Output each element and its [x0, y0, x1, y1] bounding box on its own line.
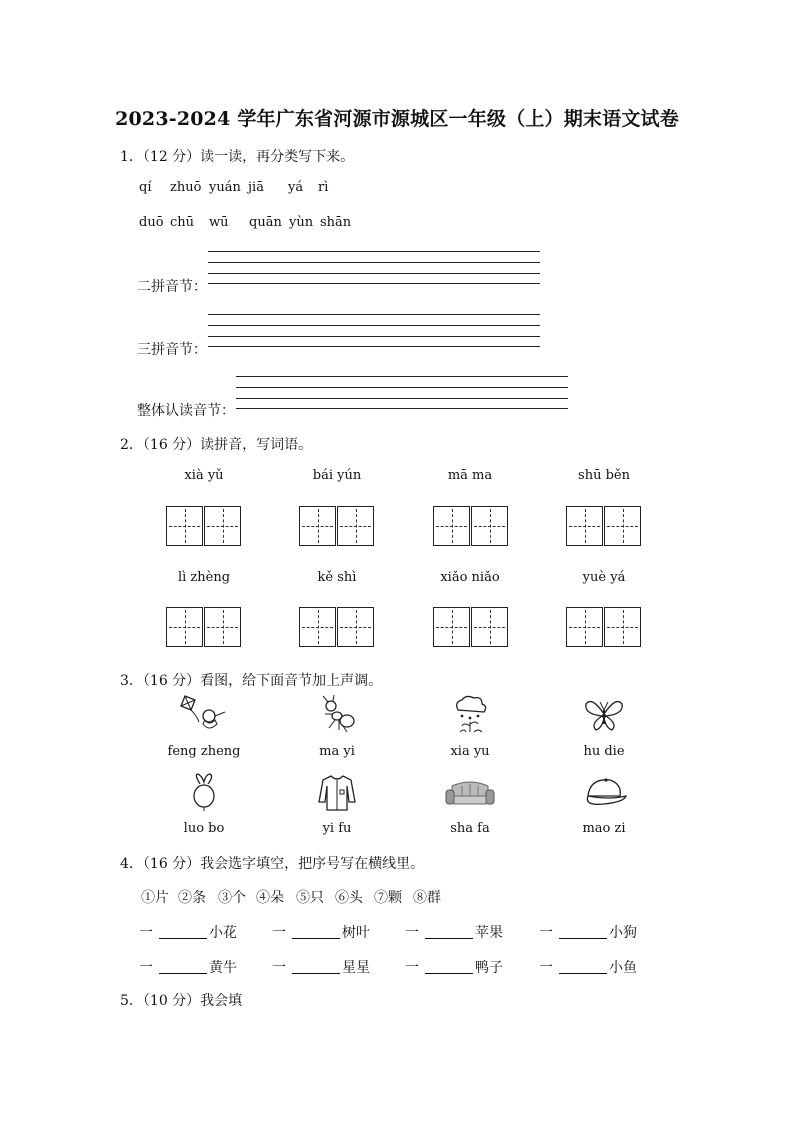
fill-prefix: 一 — [139, 960, 153, 976]
whole-read-writing-lines[interactable] — [236, 376, 568, 409]
fill-word: 苹果 — [475, 925, 503, 941]
writing-grid-cell[interactable] — [299, 607, 336, 647]
word-option: ③个 — [218, 890, 246, 906]
fill-word: 树叶 — [342, 925, 370, 941]
writing-grid-cell[interactable] — [204, 607, 241, 647]
writing-grid-cell[interactable] — [604, 506, 641, 546]
word-option: ⑧群 — [413, 890, 441, 906]
picture-pinyin: luo bo — [183, 821, 225, 836]
word-option: ⑥头 — [335, 890, 363, 906]
pinyin-word: lì zhèng — [177, 570, 231, 585]
pinyin-word: shū běn — [578, 468, 630, 483]
question-3-heading: 3．（16 分）看图，给下面音节加上声调。 — [120, 673, 383, 689]
pinyin-syllable: chū — [170, 215, 195, 230]
writing-grid-cell[interactable] — [166, 506, 203, 546]
pinyin-syllable: qí — [139, 180, 152, 195]
page-title: 2023-2024 学年广东省河源市源城区一年级（上）期末语文试卷 — [115, 108, 679, 130]
pinyin-syllable: shān — [320, 215, 352, 230]
fill-blank[interactable] — [292, 938, 340, 939]
writing-grid-cell[interactable] — [471, 506, 508, 546]
two-spell-label: 二拼音节： — [137, 279, 207, 295]
word-option: ⑤只 — [296, 890, 324, 906]
fill-word: 星星 — [342, 960, 370, 976]
ant-icon — [317, 694, 357, 734]
fill-item — [272, 957, 370, 977]
fill-item — [405, 957, 503, 977]
fill-blank[interactable] — [159, 973, 207, 974]
question-1-heading: 1．（12 分）读一读，再分类写下来。 — [120, 149, 355, 165]
fill-item — [539, 957, 637, 977]
fill-prefix: 一 — [539, 925, 553, 941]
fill-word: 鸭子 — [475, 960, 503, 976]
writing-grid-cell[interactable] — [299, 506, 336, 546]
fill-word: 小鱼 — [609, 960, 637, 976]
fill-prefix: 一 — [539, 960, 553, 976]
butterfly-icon — [582, 694, 626, 734]
picture-pinyin: mao zi — [582, 821, 626, 836]
fill-prefix: 一 — [139, 925, 153, 941]
picture-pinyin: feng zheng — [167, 744, 241, 759]
fill-prefix: 一 — [272, 925, 286, 941]
kite-icon — [179, 694, 229, 734]
whole-read-label: 整体认读音节： — [137, 403, 235, 419]
fill-item — [405, 922, 503, 942]
writing-grid-cell[interactable] — [337, 607, 374, 647]
picture-pinyin: ma yi — [319, 744, 355, 759]
pinyin-syllable: zhuō — [170, 180, 202, 195]
pinyin-syllable: jiā — [248, 180, 264, 195]
pinyin-word: yuè yá — [582, 570, 626, 585]
fill-item — [539, 922, 637, 942]
writing-grid-cell[interactable] — [433, 506, 470, 546]
picture-pinyin: hu die — [583, 744, 625, 759]
writing-grid-cell[interactable] — [337, 506, 374, 546]
pinyin-word: kě shì — [317, 570, 357, 585]
three-spell-writing-lines[interactable] — [208, 314, 540, 347]
picture-pinyin: xia yu — [450, 744, 490, 759]
fill-word: 小花 — [209, 925, 237, 941]
writing-grid-cell[interactable] — [604, 607, 641, 647]
word-option: ⑦颗 — [374, 890, 402, 906]
writing-grid-cell[interactable] — [166, 607, 203, 647]
fill-blank[interactable] — [425, 973, 473, 974]
word-option: ①片 — [141, 890, 169, 906]
fill-item — [139, 957, 237, 977]
fill-blank[interactable] — [425, 938, 473, 939]
pinyin-word: xiǎo niǎo — [440, 570, 500, 585]
two-spell-writing-lines[interactable] — [208, 251, 540, 284]
word-option: ④朵 — [256, 890, 284, 906]
writing-grid-cell[interactable] — [471, 607, 508, 647]
pinyin-syllable: yùn — [289, 215, 314, 230]
rain-icon — [450, 694, 490, 734]
pinyin-syllable: duō — [139, 215, 164, 230]
fill-word: 小狗 — [609, 925, 637, 941]
picture-pinyin: yi fu — [322, 821, 352, 836]
writing-grid-cell[interactable] — [204, 506, 241, 546]
pinyin-word: mā ma — [447, 468, 493, 483]
shirt-icon — [317, 772, 357, 812]
pinyin-syllable: yuán — [209, 180, 241, 195]
question-2-heading: 2．（16 分）读拼音，写词语。 — [120, 437, 313, 453]
picture-pinyin: sha fa — [450, 821, 490, 836]
fill-blank[interactable] — [559, 973, 607, 974]
question-5-heading: 5．（10 分）我会填 — [120, 993, 243, 1009]
pinyin-word: xià yǔ — [184, 468, 224, 483]
pinyin-syllable: yá — [288, 180, 304, 195]
writing-grid-cell[interactable] — [566, 607, 603, 647]
writing-grid-cell[interactable] — [566, 506, 603, 546]
question-4-heading: 4．（16 分）我会选字填空，把序号写在横线里。 — [120, 856, 425, 872]
fill-item — [139, 922, 237, 942]
word-option: ②条 — [178, 890, 206, 906]
pinyin-syllable: quān — [249, 215, 282, 230]
three-spell-label: 三拼音节： — [137, 342, 207, 358]
fill-prefix: 一 — [405, 925, 419, 941]
writing-grid-cell[interactable] — [433, 607, 470, 647]
fill-blank[interactable] — [159, 938, 207, 939]
fill-prefix: 一 — [272, 960, 286, 976]
pinyin-syllable: rì — [318, 180, 329, 195]
pinyin-word: bái yún — [312, 468, 362, 483]
sofa-icon — [444, 772, 496, 812]
cap-icon — [580, 772, 628, 812]
fill-prefix: 一 — [405, 960, 419, 976]
fill-blank[interactable] — [292, 973, 340, 974]
pinyin-syllable: wū — [209, 215, 229, 230]
fill-word: 黄牛 — [209, 960, 237, 976]
radish-icon — [186, 772, 222, 812]
fill-blank[interactable] — [559, 938, 607, 939]
fill-item — [272, 922, 370, 942]
